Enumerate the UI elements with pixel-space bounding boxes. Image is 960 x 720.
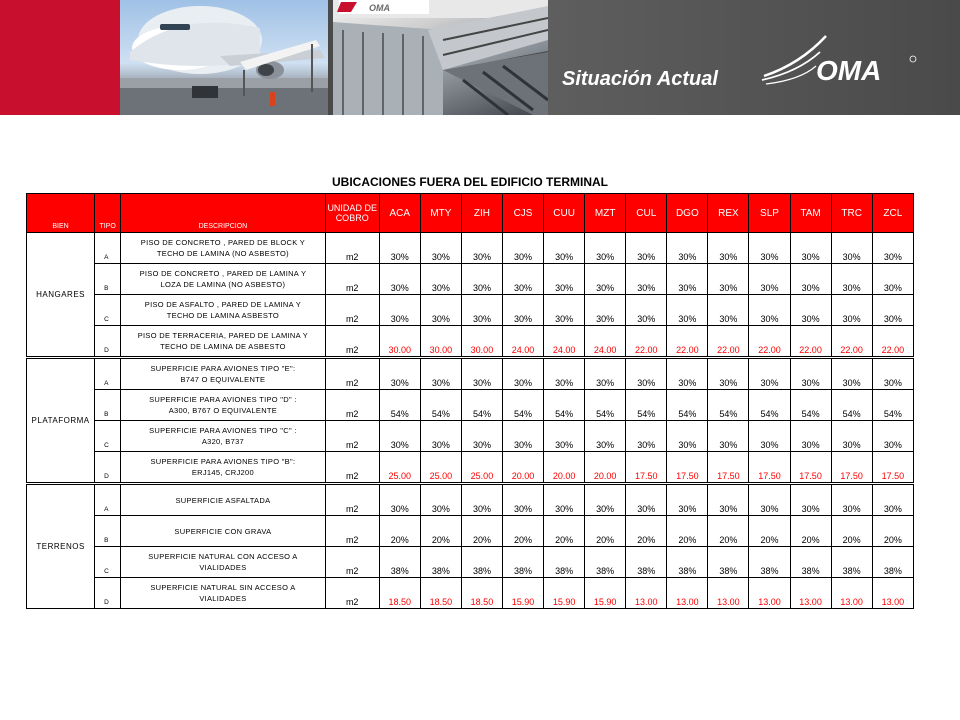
value-cell-aca: 20%	[379, 516, 420, 547]
value-cell-dgo: 54%	[667, 390, 708, 421]
terminal-illustration	[333, 0, 548, 115]
value-cell-mzt: 30%	[585, 295, 626, 326]
value-cell-rex: 13.00	[708, 578, 749, 609]
value-cell-tam: 30%	[790, 484, 831, 516]
tipo-cell: A	[95, 233, 121, 264]
value-cell-aca: 30%	[379, 295, 420, 326]
value-cell-zcl: 17.50	[872, 452, 913, 484]
header-airport-zih: ZIH	[461, 194, 502, 233]
unidad-cell: m2	[325, 484, 379, 516]
header-airport-cuu: CUU	[544, 194, 585, 233]
value-cell-aca: 38%	[379, 547, 420, 578]
descripcion-line: VIALIDADES	[199, 563, 247, 572]
unidad-cell: m2	[325, 452, 379, 484]
value-cell-dgo: 17.50	[667, 452, 708, 484]
tipo-cell: C	[95, 547, 121, 578]
tipo-cell: B	[95, 516, 121, 547]
value-cell-mty: 30%	[420, 358, 461, 390]
oma-logo	[760, 34, 920, 90]
airplane-photo	[120, 0, 328, 115]
value-cell-dgo: 30%	[667, 264, 708, 295]
value-cell-zih: 38%	[461, 547, 502, 578]
value-cell-cul: 13.00	[626, 578, 667, 609]
header-airport-dgo: DGO	[667, 194, 708, 233]
rates-sheet	[26, 174, 914, 609]
descripcion-line: TECHO DE LAMINA ASBESTO	[166, 311, 280, 320]
value-cell-cjs: 30%	[502, 421, 543, 452]
descripcion-line: SUPERFICIE PARA AVIONES TIPO "E":	[150, 364, 296, 373]
value-cell-rex: 30%	[708, 484, 749, 516]
value-cell-dgo: 20%	[667, 516, 708, 547]
value-cell-dgo: 30%	[667, 358, 708, 390]
header-airport-zcl: ZCL	[872, 194, 913, 233]
descripcion-cell	[121, 390, 325, 421]
value-cell-mzt: 30%	[585, 264, 626, 295]
table-body	[27, 233, 914, 609]
value-cell-zcl: 30%	[872, 233, 913, 264]
table-row	[27, 358, 914, 390]
value-cell-cjs: 30%	[502, 358, 543, 390]
value-cell-mzt: 20%	[585, 516, 626, 547]
descripcion-cell	[121, 358, 325, 390]
value-cell-trc: 30%	[831, 358, 872, 390]
value-cell-tam: 20%	[790, 516, 831, 547]
value-cell-zih: 20%	[461, 516, 502, 547]
value-cell-zcl: 54%	[872, 390, 913, 421]
value-cell-cuu: 15.90	[544, 578, 585, 609]
value-cell-cul: 30%	[626, 264, 667, 295]
value-cell-slp: 30%	[749, 264, 790, 295]
bien-cell: PLATAFORMA	[27, 358, 95, 484]
value-cell-dgo: 22.00	[667, 326, 708, 358]
value-cell-tam: 30%	[790, 295, 831, 326]
value-cell-rex: 54%	[708, 390, 749, 421]
descripcion-cell	[121, 421, 325, 452]
value-cell-mzt: 30%	[585, 421, 626, 452]
tipo-cell: B	[95, 264, 121, 295]
value-cell-mty: 38%	[420, 547, 461, 578]
value-cell-zcl: 38%	[872, 547, 913, 578]
unidad-cell: m2	[325, 358, 379, 390]
value-cell-mty: 30%	[420, 233, 461, 264]
value-cell-tam: 13.00	[790, 578, 831, 609]
value-cell-slp: 38%	[749, 547, 790, 578]
descripcion-cell	[121, 264, 325, 295]
value-cell-trc: 22.00	[831, 326, 872, 358]
value-cell-aca: 18.50	[379, 578, 420, 609]
value-cell-cul: 30%	[626, 421, 667, 452]
descripcion-line: A320, B737	[201, 437, 245, 446]
value-cell-slp: 22.00	[749, 326, 790, 358]
value-cell-zih: 30%	[461, 421, 502, 452]
value-cell-rex: 30%	[708, 295, 749, 326]
descripcion-line: VIALIDADES	[199, 594, 247, 603]
descripcion-line: SUPERFICIE PARA AVIONES TIPO "B":	[150, 457, 296, 466]
unidad-cell: m2	[325, 390, 379, 421]
value-cell-mzt: 20.00	[585, 452, 626, 484]
value-cell-cul: 20%	[626, 516, 667, 547]
header-bien: BIEN	[27, 194, 95, 233]
descripcion-line: TECHO DE LAMINA (NO ASBESTO)	[156, 249, 289, 258]
value-cell-mty: 30%	[420, 484, 461, 516]
value-cell-mzt: 30%	[585, 484, 626, 516]
value-cell-cuu: 54%	[544, 390, 585, 421]
value-cell-tam: 30%	[790, 233, 831, 264]
value-cell-cjs: 54%	[502, 390, 543, 421]
unidad-cell: m2	[325, 516, 379, 547]
terminal-photo	[333, 0, 548, 115]
value-cell-cuu: 30%	[544, 421, 585, 452]
logo-text: OMA	[816, 55, 882, 86]
unidad-cell: m2	[325, 421, 379, 452]
descripcion-line: B747 O EQUIVALENTE	[180, 375, 266, 384]
value-cell-dgo: 38%	[667, 547, 708, 578]
value-cell-zcl: 30%	[872, 295, 913, 326]
value-cell-tam: 54%	[790, 390, 831, 421]
value-cell-trc: 30%	[831, 233, 872, 264]
value-cell-aca: 30%	[379, 484, 420, 516]
value-cell-cuu: 30%	[544, 358, 585, 390]
value-cell-zcl: 30%	[872, 484, 913, 516]
value-cell-slp: 30%	[749, 233, 790, 264]
unidad-cell: m2	[325, 578, 379, 609]
tipo-cell: C	[95, 421, 121, 452]
descripcion-line: PISO DE CONCRETO , PARED DE LAMINA Y	[139, 269, 307, 278]
header-airport-rex: REX	[708, 194, 749, 233]
header-unidad: UNIDAD DE COBRO	[325, 194, 379, 233]
value-cell-rex: 17.50	[708, 452, 749, 484]
value-cell-zih: 30%	[461, 295, 502, 326]
value-cell-mty: 18.50	[420, 578, 461, 609]
value-cell-mty: 30%	[420, 264, 461, 295]
value-cell-rex: 38%	[708, 547, 749, 578]
value-cell-cjs: 20.00	[502, 452, 543, 484]
value-cell-mty: 25.00	[420, 452, 461, 484]
value-cell-trc: 20%	[831, 516, 872, 547]
value-cell-mty: 30.00	[420, 326, 461, 358]
value-cell-tam: 17.50	[790, 452, 831, 484]
value-cell-aca: 30%	[379, 421, 420, 452]
value-cell-tam: 30%	[790, 264, 831, 295]
descripcion-cell	[121, 484, 325, 516]
descripcion-cell	[121, 516, 325, 547]
value-cell-zih: 30.00	[461, 326, 502, 358]
descripcion-line: PISO DE CONCRETO , PARED DE BLOCK Y	[140, 238, 306, 247]
header-tipo: TIPO	[95, 194, 121, 233]
value-cell-mzt: 30%	[585, 358, 626, 390]
value-cell-rex: 30%	[708, 264, 749, 295]
value-cell-cul: 17.50	[626, 452, 667, 484]
unidad-cell: m2	[325, 264, 379, 295]
oma-logo-icon	[760, 34, 920, 90]
value-cell-slp: 20%	[749, 516, 790, 547]
value-cell-cuu: 30%	[544, 264, 585, 295]
value-cell-dgo: 30%	[667, 421, 708, 452]
value-cell-mzt: 30%	[585, 233, 626, 264]
tipo-cell: B	[95, 390, 121, 421]
descripcion-line: ERJ145, CRJ200	[191, 468, 254, 477]
value-cell-rex: 30%	[708, 233, 749, 264]
header-banner	[0, 0, 960, 115]
value-cell-mzt: 15.90	[585, 578, 626, 609]
header-airport-trc: TRC	[831, 194, 872, 233]
value-cell-slp: 30%	[749, 358, 790, 390]
value-cell-aca: 30%	[379, 233, 420, 264]
unidad-cell: m2	[325, 326, 379, 358]
value-cell-cuu: 24.00	[544, 326, 585, 358]
descripcion-cell	[121, 295, 325, 326]
value-cell-slp: 30%	[749, 421, 790, 452]
value-cell-zih: 30%	[461, 484, 502, 516]
table-row	[27, 547, 914, 578]
bien-cell: TERRENOS	[27, 484, 95, 609]
tipo-cell: D	[95, 452, 121, 484]
value-cell-trc: 54%	[831, 390, 872, 421]
value-cell-zih: 30%	[461, 233, 502, 264]
unidad-cell: m2	[325, 295, 379, 326]
value-cell-cjs: 30%	[502, 233, 543, 264]
table-row	[27, 295, 914, 326]
table-row	[27, 452, 914, 484]
descripcion-line: A300, B767 O EQUIVALENTE	[168, 406, 278, 415]
tipo-cell: A	[95, 358, 121, 390]
value-cell-cul: 30%	[626, 484, 667, 516]
descripcion-line: SUPERFICIE NATURAL CON ACCESO A	[148, 552, 298, 561]
value-cell-mty: 30%	[420, 295, 461, 326]
descripcion-cell	[121, 326, 325, 358]
value-cell-cuu: 38%	[544, 547, 585, 578]
table-row	[27, 326, 914, 358]
value-cell-trc: 17.50	[831, 452, 872, 484]
value-cell-slp: 17.50	[749, 452, 790, 484]
table-row	[27, 421, 914, 452]
value-cell-mzt: 54%	[585, 390, 626, 421]
value-cell-dgo: 13.00	[667, 578, 708, 609]
value-cell-tam: 30%	[790, 358, 831, 390]
value-cell-zih: 18.50	[461, 578, 502, 609]
descripcion-line: TECHO DE LAMINA DE ASBESTO	[160, 342, 286, 351]
value-cell-zcl: 20%	[872, 516, 913, 547]
table-row	[27, 233, 914, 264]
header-airport-mty: MTY	[420, 194, 461, 233]
value-cell-mty: 30%	[420, 421, 461, 452]
value-cell-tam: 22.00	[790, 326, 831, 358]
table-header-row	[27, 194, 914, 233]
descripcion-line: SUPERFICIE ASFALTADA	[175, 495, 271, 505]
value-cell-zcl: 30%	[872, 421, 913, 452]
value-cell-mzt: 38%	[585, 547, 626, 578]
value-cell-cuu: 30%	[544, 233, 585, 264]
unidad-cell: m2	[325, 547, 379, 578]
descripcion-line: LOZA DE LAMINA (NO ASBESTO)	[160, 280, 286, 289]
photo-sign-text: OMA	[369, 3, 390, 13]
table-row	[27, 264, 914, 295]
value-cell-tam: 30%	[790, 421, 831, 452]
value-cell-cuu: 20.00	[544, 452, 585, 484]
value-cell-slp: 30%	[749, 484, 790, 516]
descripcion-line: PISO DE ASFALTO , PARED DE LAMINA Y	[144, 300, 302, 309]
value-cell-dgo: 30%	[667, 233, 708, 264]
value-cell-cjs: 30%	[502, 484, 543, 516]
tipo-cell: D	[95, 578, 121, 609]
value-cell-rex: 22.00	[708, 326, 749, 358]
value-cell-trc: 38%	[831, 547, 872, 578]
value-cell-zih: 25.00	[461, 452, 502, 484]
value-cell-trc: 30%	[831, 421, 872, 452]
value-cell-cjs: 15.90	[502, 578, 543, 609]
red-accent-block	[0, 0, 120, 115]
table-row	[27, 390, 914, 421]
header-airport-tam: TAM	[790, 194, 831, 233]
descripcion-cell	[121, 233, 325, 264]
value-cell-aca: 30%	[379, 264, 420, 295]
value-cell-zih: 30%	[461, 264, 502, 295]
descripcion-cell	[121, 547, 325, 578]
value-cell-trc: 13.00	[831, 578, 872, 609]
value-cell-aca: 30%	[379, 358, 420, 390]
value-cell-zcl: 30%	[872, 358, 913, 390]
value-cell-aca: 30.00	[379, 326, 420, 358]
descripcion-cell	[121, 578, 325, 609]
header-airport-cul: CUL	[626, 194, 667, 233]
value-cell-cjs: 38%	[502, 547, 543, 578]
value-cell-dgo: 30%	[667, 295, 708, 326]
header-airport-cjs: CJS	[502, 194, 543, 233]
value-cell-cul: 30%	[626, 295, 667, 326]
value-cell-mty: 54%	[420, 390, 461, 421]
value-cell-mzt: 24.00	[585, 326, 626, 358]
value-cell-aca: 25.00	[379, 452, 420, 484]
descripcion-line: SUPERFICIE PARA AVIONES TIPO "C" :	[149, 426, 297, 435]
table-row	[27, 578, 914, 609]
value-cell-cuu: 20%	[544, 516, 585, 547]
descripcion-line: SUPERFICIE CON GRAVA	[174, 526, 272, 536]
value-cell-rex: 20%	[708, 516, 749, 547]
value-cell-cul: 38%	[626, 547, 667, 578]
descripcion-line: SUPERFICIE PARA AVIONES TIPO "D" :	[149, 395, 297, 404]
value-cell-cuu: 30%	[544, 484, 585, 516]
value-cell-zih: 30%	[461, 358, 502, 390]
header-descripcion: DESCRIPCION	[121, 194, 325, 233]
value-cell-trc: 30%	[831, 295, 872, 326]
value-cell-zih: 54%	[461, 390, 502, 421]
value-cell-slp: 30%	[749, 295, 790, 326]
value-cell-mty: 20%	[420, 516, 461, 547]
value-cell-cul: 22.00	[626, 326, 667, 358]
value-cell-rex: 30%	[708, 421, 749, 452]
tipo-cell: A	[95, 484, 121, 516]
header-airport-mzt: MZT	[585, 194, 626, 233]
value-cell-slp: 13.00	[749, 578, 790, 609]
value-cell-slp: 54%	[749, 390, 790, 421]
value-cell-cjs: 20%	[502, 516, 543, 547]
table-row	[27, 484, 914, 516]
value-cell-aca: 54%	[379, 390, 420, 421]
page-title: Situación Actual	[562, 68, 718, 90]
value-cell-zcl: 13.00	[872, 578, 913, 609]
header-airport-aca: ACA	[379, 194, 420, 233]
value-cell-cjs: 30%	[502, 295, 543, 326]
value-cell-tam: 38%	[790, 547, 831, 578]
value-cell-cjs: 24.00	[502, 326, 543, 358]
header-airport-slp: SLP	[749, 194, 790, 233]
table-row	[27, 516, 914, 547]
value-cell-trc: 30%	[831, 484, 872, 516]
descripcion-line: SUPERFICIE NATURAL SIN ACCESO A	[150, 583, 296, 592]
value-cell-rex: 30%	[708, 358, 749, 390]
airplane-illustration	[120, 0, 328, 115]
value-cell-cjs: 30%	[502, 264, 543, 295]
value-cell-zcl: 22.00	[872, 326, 913, 358]
value-cell-cuu: 30%	[544, 295, 585, 326]
value-cell-zcl: 30%	[872, 264, 913, 295]
rates-table	[26, 193, 914, 609]
unidad-cell: m2	[325, 233, 379, 264]
value-cell-cul: 30%	[626, 358, 667, 390]
value-cell-cul: 30%	[626, 233, 667, 264]
value-cell-dgo: 30%	[667, 484, 708, 516]
descripcion-line: PISO DE TERRACERIA, PARED DE LAMINA Y	[137, 331, 309, 340]
table-title: UBICACIONES FUERA DEL EDIFICIO TERMINAL	[331, 175, 608, 189]
value-cell-trc: 30%	[831, 264, 872, 295]
value-cell-cul: 54%	[626, 390, 667, 421]
tipo-cell: C	[95, 295, 121, 326]
tipo-cell: D	[95, 326, 121, 358]
descripcion-cell	[121, 452, 325, 484]
bien-cell: HANGARES	[27, 233, 95, 358]
